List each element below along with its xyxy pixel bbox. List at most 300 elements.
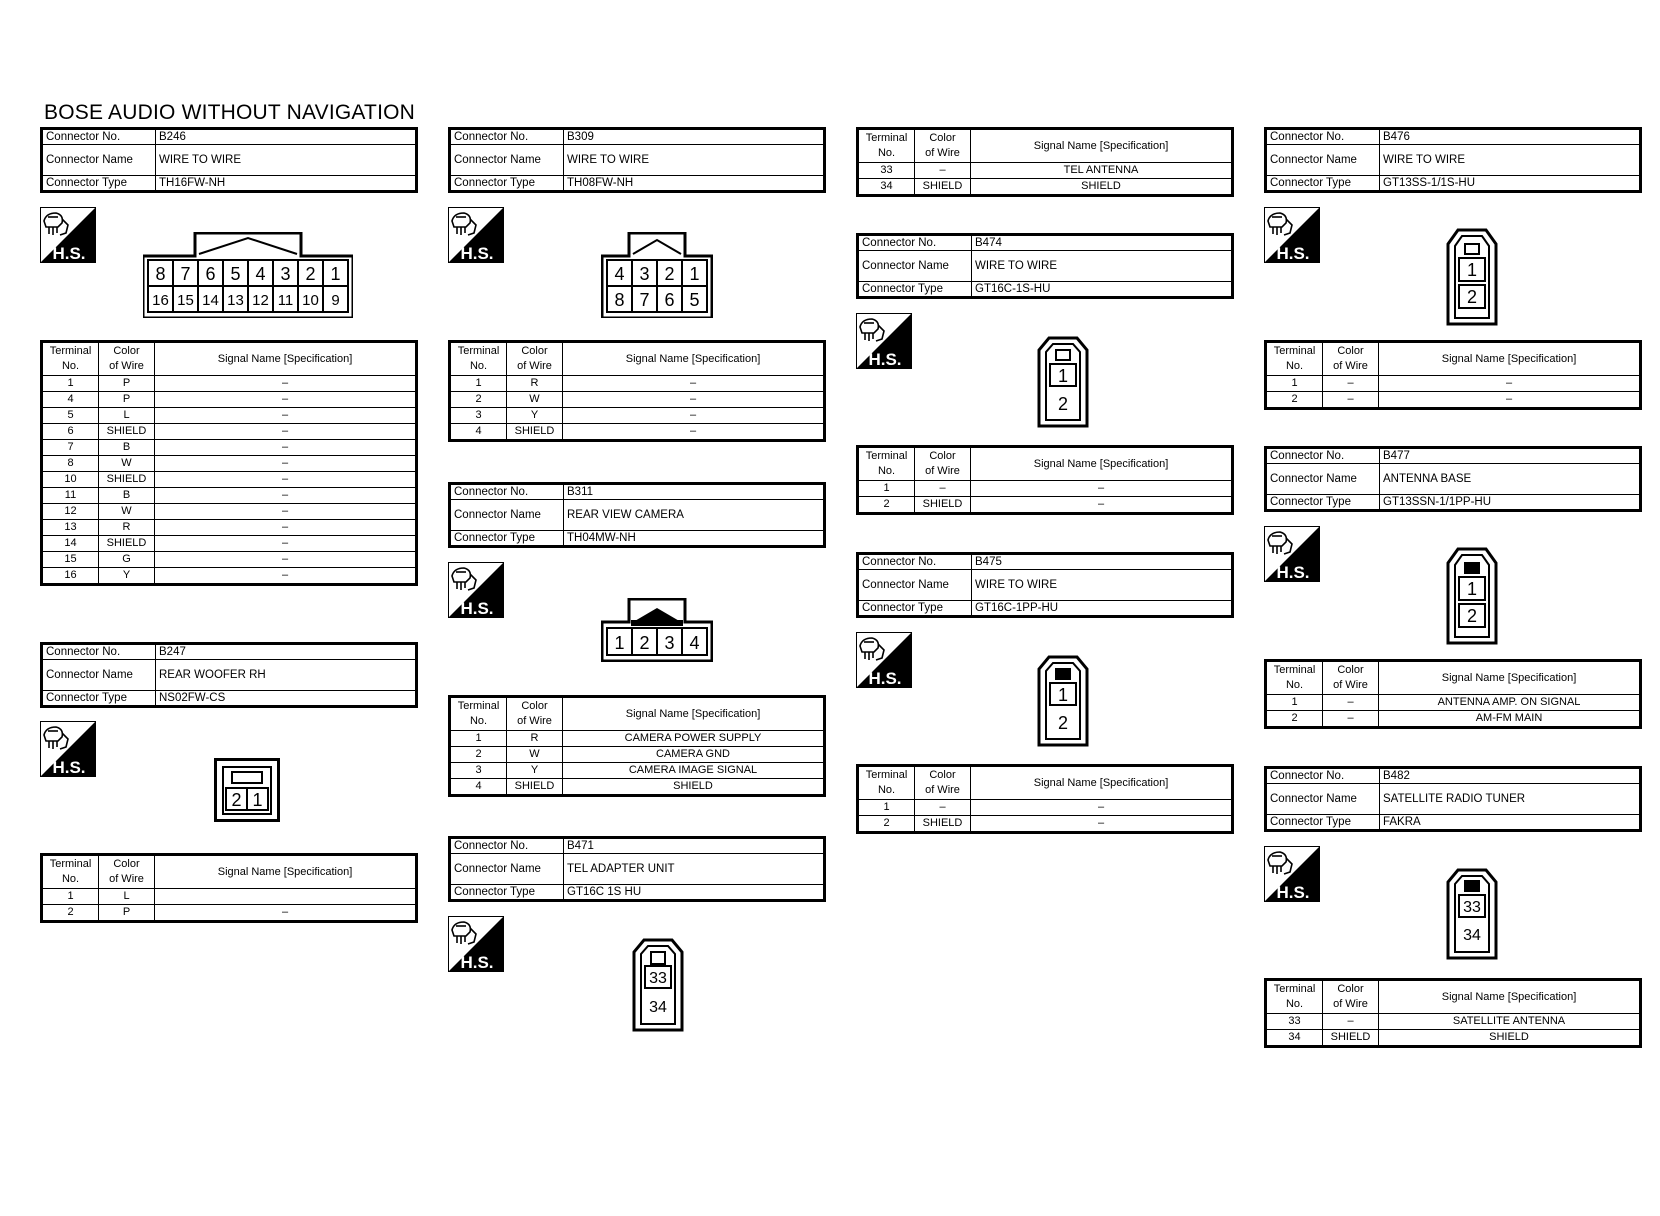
- terminal-table-b482: [1264, 978, 1642, 1048]
- table-row: [42, 408, 417, 424]
- signal-name: –: [155, 504, 417, 520]
- terminal-no: 2: [858, 816, 915, 833]
- table-row: [450, 747, 825, 763]
- signal-name: –: [971, 481, 1233, 497]
- terminal-no: 13: [42, 520, 99, 536]
- table-row: [858, 179, 1233, 196]
- terminal-no: 12: [42, 504, 99, 520]
- connector-diagram-b482: [1446, 868, 1498, 960]
- signal-name: [155, 889, 417, 905]
- terminal-no: 4: [450, 779, 507, 796]
- label-connector-type: Connector Type: [42, 176, 156, 192]
- table-row: [42, 440, 417, 456]
- wire-color: P: [99, 392, 155, 408]
- pin-label: 1: [689, 264, 700, 284]
- signal-name: –: [155, 424, 417, 440]
- signal-name: –: [563, 392, 825, 408]
- table-row: [42, 376, 417, 392]
- signal-name: SHIELD: [1379, 1030, 1641, 1047]
- connector-diagram-b246: [143, 232, 353, 318]
- table-row: [42, 424, 417, 440]
- terminal-no: 14: [42, 536, 99, 552]
- pin-label: 1: [1466, 260, 1478, 280]
- wire-color: –: [915, 481, 971, 497]
- connector-type: GT16C-1S-HU: [972, 282, 1233, 298]
- connector-info-b471: [448, 836, 826, 902]
- terminal-no: 1: [42, 889, 99, 905]
- header-color: Color of Wire: [507, 342, 563, 376]
- header-terminal: Terminal No.: [1266, 342, 1323, 376]
- label-connector-name: Connector Name: [858, 570, 972, 601]
- terminal-table-b471: [856, 127, 1234, 197]
- signal-name: –: [155, 392, 417, 408]
- pin-label: 33: [649, 970, 667, 987]
- label-connector-no: Connector No.: [1266, 129, 1380, 145]
- connector-info-b475: [856, 552, 1234, 618]
- table-row: [858, 497, 1233, 514]
- pin-label: 7: [180, 264, 191, 284]
- terminal-no: 34: [858, 179, 915, 196]
- header-signal: Signal Name [Specification]: [971, 447, 1233, 481]
- signal-name: –: [155, 552, 417, 568]
- terminal-no: 2: [450, 747, 507, 763]
- wire-color: Y: [507, 408, 563, 424]
- table-row: [42, 472, 417, 488]
- wire-color: –: [915, 163, 971, 179]
- table-row: [42, 488, 417, 504]
- label-connector-name: Connector Name: [450, 500, 564, 531]
- header-signal: Signal Name [Specification]: [1379, 661, 1641, 695]
- wire-color: P: [99, 376, 155, 392]
- wire-color: SHIELD: [915, 179, 971, 196]
- table-row: [450, 408, 825, 424]
- connector-info-b311: [448, 482, 826, 548]
- pin-label: 1: [614, 633, 625, 653]
- wire-color: –: [1323, 1014, 1379, 1030]
- wire-color: –: [1323, 711, 1379, 728]
- label-connector-name: Connector Name: [1266, 145, 1380, 176]
- harness-side-icon: [1264, 207, 1320, 263]
- header-signal: Signal Name [Specification]: [971, 766, 1233, 800]
- harness-side-icon: [856, 632, 912, 688]
- harness-side-icon: [1264, 526, 1320, 582]
- label-connector-type: Connector Type: [450, 176, 564, 192]
- wire-color: W: [99, 504, 155, 520]
- terminal-no: 11: [42, 488, 99, 504]
- wire-color: R: [507, 376, 563, 392]
- label-connector-no: Connector No.: [1266, 768, 1380, 784]
- header-terminal: Terminal No.: [450, 697, 507, 731]
- terminal-no: 2: [42, 905, 99, 922]
- pin-label: 2: [1057, 394, 1069, 414]
- connector-diagram-b471: [632, 938, 684, 1032]
- connector-no: B477: [1380, 448, 1641, 464]
- label-connector-type: Connector Type: [1266, 495, 1380, 511]
- connector-name: WIRE TO WIRE: [972, 251, 1233, 282]
- wire-color: B: [99, 440, 155, 456]
- pin-label: 6: [205, 264, 216, 284]
- connector-name: REAR WOOFER RH: [156, 660, 417, 691]
- connector-name: WIRE TO WIRE: [1380, 145, 1641, 176]
- table-row: [858, 800, 1233, 816]
- terminal-no: 15: [42, 552, 99, 568]
- terminal-no: 34: [1266, 1030, 1323, 1047]
- wire-color: SHIELD: [915, 497, 971, 514]
- pin-label: 2: [639, 633, 650, 653]
- terminal-no: 10: [42, 472, 99, 488]
- label-connector-no: Connector No.: [450, 129, 564, 145]
- signal-name: –: [155, 568, 417, 585]
- connector-no: B309: [564, 129, 825, 145]
- pin-label: 7: [639, 290, 650, 310]
- pin-label: 4: [689, 633, 700, 653]
- wire-color: –: [1323, 392, 1379, 409]
- signal-name: –: [155, 376, 417, 392]
- signal-name: CAMERA IMAGE SIGNAL: [563, 763, 825, 779]
- connector-info-b474: [856, 233, 1234, 299]
- table-row: [42, 568, 417, 585]
- header-color: Color of Wire: [99, 855, 155, 889]
- wire-color: R: [507, 731, 563, 747]
- table-row: [450, 392, 825, 408]
- wire-color: P: [99, 905, 155, 922]
- table-row: [450, 424, 825, 441]
- connector-type: GT16C 1S HU: [564, 885, 825, 901]
- pin-label: 1: [1057, 366, 1069, 386]
- signal-name: –: [971, 497, 1233, 514]
- pin-label: 33: [1463, 899, 1481, 916]
- terminal-table-b311: [448, 695, 826, 797]
- pin-label: 5: [230, 264, 241, 284]
- connector-name: REAR VIEW CAMERA: [564, 500, 825, 531]
- header-color: Color of Wire: [915, 766, 971, 800]
- header-color: Color of Wire: [507, 697, 563, 731]
- terminal-no: 3: [450, 408, 507, 424]
- pin-label: 2: [231, 790, 242, 810]
- pin-label: 3: [664, 633, 675, 653]
- header-signal: Signal Name [Specification]: [971, 129, 1233, 163]
- connector-name: ANTENNA BASE: [1380, 464, 1641, 495]
- pin-label: 4: [255, 264, 266, 284]
- connector-info-b309: [448, 127, 826, 193]
- label-connector-no: Connector No.: [42, 644, 156, 660]
- header-color: Color of Wire: [99, 342, 155, 376]
- signal-name: TEL ANTENNA: [971, 163, 1233, 179]
- terminal-no: 1: [450, 731, 507, 747]
- signal-name: SHIELD: [563, 779, 825, 796]
- signal-name: –: [563, 424, 825, 441]
- wire-color: –: [915, 800, 971, 816]
- label-connector-name: Connector Name: [42, 145, 156, 176]
- table-row: [858, 816, 1233, 833]
- pin-label: 9: [331, 292, 340, 309]
- table-row: [1266, 392, 1641, 409]
- terminal-table-b474: [856, 445, 1234, 515]
- header-color: Color of Wire: [915, 129, 971, 163]
- header-signal: Signal Name [Specification]: [1379, 980, 1641, 1014]
- wire-color: W: [507, 392, 563, 408]
- signal-name: –: [155, 472, 417, 488]
- signal-name: –: [563, 408, 825, 424]
- connector-type: NS02FW-CS: [156, 691, 417, 707]
- label-connector-type: Connector Type: [1266, 176, 1380, 192]
- wire-color: SHIELD: [99, 536, 155, 552]
- terminal-no: 1: [858, 800, 915, 816]
- terminal-no: 2: [858, 497, 915, 514]
- connector-diagram-b311: [601, 598, 713, 662]
- pin-label: 14: [202, 292, 219, 309]
- pin-label: 1: [1057, 685, 1069, 705]
- label-connector-type: Connector Type: [1266, 815, 1380, 831]
- connector-no: B476: [1380, 129, 1641, 145]
- connector-type: GT13SS-1/1S-HU: [1380, 176, 1641, 192]
- terminal-no: 4: [450, 424, 507, 441]
- label-connector-no: Connector No.: [858, 235, 972, 251]
- table-row: [858, 163, 1233, 179]
- connector-info-b246: [40, 127, 418, 193]
- terminal-no: 1: [42, 376, 99, 392]
- label-connector-name: Connector Name: [858, 251, 972, 282]
- header-terminal: Terminal No.: [42, 855, 99, 889]
- harness-side-icon: [448, 207, 504, 263]
- header-color: Color of Wire: [1323, 980, 1379, 1014]
- terminal-no: 2: [1266, 392, 1323, 409]
- signal-name: CAMERA GND: [563, 747, 825, 763]
- label-connector-no: Connector No.: [450, 484, 564, 500]
- table-row: [1266, 1014, 1641, 1030]
- wire-color: G: [99, 552, 155, 568]
- label-connector-no: Connector No.: [450, 838, 564, 854]
- header-terminal: Terminal No.: [858, 447, 915, 481]
- pin-label: 8: [614, 290, 625, 310]
- wire-color: L: [99, 408, 155, 424]
- wire-color: –: [1323, 376, 1379, 392]
- label-connector-name: Connector Name: [450, 854, 564, 885]
- signal-name: –: [155, 536, 417, 552]
- table-row: [42, 456, 417, 472]
- pin-label: 2: [1466, 606, 1478, 626]
- connector-diagram-b474: [1037, 336, 1089, 428]
- terminal-no: 33: [858, 163, 915, 179]
- wire-color: Y: [99, 568, 155, 585]
- header-terminal: Terminal No.: [1266, 980, 1323, 1014]
- pin-label: 1: [330, 264, 341, 284]
- terminal-no: 33: [1266, 1014, 1323, 1030]
- pin-label: 2: [664, 264, 675, 284]
- wire-color: B: [99, 488, 155, 504]
- connector-type: TH04MW-NH: [564, 531, 825, 547]
- table-row: [1266, 1030, 1641, 1047]
- connector-name: TEL ADAPTER UNIT: [564, 854, 825, 885]
- signal-name: –: [971, 816, 1233, 833]
- wire-color: W: [507, 747, 563, 763]
- label-connector-name: Connector Name: [450, 145, 564, 176]
- wire-color: SHIELD: [99, 472, 155, 488]
- pin-label: 1: [252, 790, 263, 810]
- signal-name: ANTENNA AMP. ON SIGNAL: [1379, 695, 1641, 711]
- pin-label: 15: [177, 292, 194, 309]
- connector-type: FAKRA: [1380, 815, 1641, 831]
- wire-color: –: [1323, 695, 1379, 711]
- connector-type: TH08FW-NH: [564, 176, 825, 192]
- table-row: [1266, 695, 1641, 711]
- header-terminal: Terminal No.: [858, 766, 915, 800]
- header-signal: Signal Name [Specification]: [155, 342, 417, 376]
- pin-label: 10: [302, 292, 319, 309]
- connector-info-b482: [1264, 766, 1642, 832]
- terminal-table-b477: [1264, 659, 1642, 729]
- label-connector-type: Connector Type: [450, 531, 564, 547]
- terminal-table-b246: [40, 340, 418, 586]
- label-connector-no: Connector No.: [858, 554, 972, 570]
- pin-label: 4: [614, 264, 625, 284]
- table-row: [450, 731, 825, 747]
- signal-name: CAMERA POWER SUPPLY: [563, 731, 825, 747]
- wire-color: SHIELD: [99, 424, 155, 440]
- wire-color: SHIELD: [507, 424, 563, 441]
- header-signal: Signal Name [Specification]: [155, 855, 417, 889]
- pin-label: 2: [305, 264, 316, 284]
- pin-label: 2: [1057, 713, 1069, 733]
- signal-name: –: [563, 376, 825, 392]
- table-row: [42, 552, 417, 568]
- terminal-no: 6: [42, 424, 99, 440]
- terminal-no: 5: [42, 408, 99, 424]
- signal-name: SATELLITE ANTENNA: [1379, 1014, 1641, 1030]
- terminal-no: 7: [42, 440, 99, 456]
- connector-diagram-b247: [214, 758, 280, 822]
- pin-label: 3: [280, 264, 291, 284]
- signal-name: –: [1379, 376, 1641, 392]
- connector-no: B482: [1380, 768, 1641, 784]
- terminal-no: 4: [42, 392, 99, 408]
- pin-label: 8: [155, 264, 166, 284]
- table-row: [42, 889, 417, 905]
- harness-side-icon: [1264, 846, 1320, 902]
- terminal-table-b476: [1264, 340, 1642, 410]
- wire-color: SHIELD: [507, 779, 563, 796]
- terminal-table-b475: [856, 764, 1234, 834]
- harness-side-icon: [448, 562, 504, 618]
- connector-no: B475: [972, 554, 1233, 570]
- table-row: [1266, 376, 1641, 392]
- terminal-no: 1: [1266, 376, 1323, 392]
- signal-name: –: [155, 905, 417, 922]
- label-connector-type: Connector Type: [858, 282, 972, 298]
- table-row: [42, 504, 417, 520]
- table-row: [42, 536, 417, 552]
- signal-name: AM-FM MAIN: [1379, 711, 1641, 728]
- terminal-table-b247: [40, 853, 418, 923]
- connector-no: B246: [156, 129, 417, 145]
- label-connector-name: Connector Name: [1266, 784, 1380, 815]
- signal-name: –: [155, 456, 417, 472]
- signal-name: –: [1379, 392, 1641, 409]
- connector-name: SATELLITE RADIO TUNER: [1380, 784, 1641, 815]
- pin-label: 3: [639, 264, 650, 284]
- terminal-no: 2: [1266, 711, 1323, 728]
- pin-label: 13: [227, 292, 244, 309]
- terminal-no: 1: [858, 481, 915, 497]
- terminal-no: 1: [1266, 695, 1323, 711]
- label-connector-no: Connector No.: [1266, 448, 1380, 464]
- table-row: [42, 905, 417, 922]
- label-connector-type: Connector Type: [858, 601, 972, 617]
- header-terminal: Terminal No.: [1266, 661, 1323, 695]
- connector-no: B474: [972, 235, 1233, 251]
- pin-label: 6: [664, 290, 675, 310]
- header-signal: Signal Name [Specification]: [563, 342, 825, 376]
- connector-diagram-b309: [601, 232, 713, 318]
- header-signal: Signal Name [Specification]: [1379, 342, 1641, 376]
- header-terminal: Terminal No.: [42, 342, 99, 376]
- harness-side-icon: [40, 207, 96, 263]
- header-color: Color of Wire: [1323, 342, 1379, 376]
- terminal-table-b309: [448, 340, 826, 442]
- label-connector-name: Connector Name: [1266, 464, 1380, 495]
- wire-color: R: [99, 520, 155, 536]
- pin-label: 1: [1466, 579, 1478, 599]
- signal-name: –: [155, 488, 417, 504]
- table-row: [450, 779, 825, 796]
- pin-label: 2: [1466, 287, 1478, 307]
- connector-no: B311: [564, 484, 825, 500]
- signal-name: –: [971, 800, 1233, 816]
- terminal-no: 1: [450, 376, 507, 392]
- signal-name: –: [155, 440, 417, 456]
- wire-color: SHIELD: [915, 816, 971, 833]
- connector-diagram-b477: [1446, 547, 1498, 645]
- label-connector-name: Connector Name: [42, 660, 156, 691]
- connector-info-b247: [40, 642, 418, 708]
- connector-type: GT13SSN-1/1PP-HU: [1380, 495, 1641, 511]
- pin-label: 34: [649, 999, 667, 1016]
- wire-color: SHIELD: [1323, 1030, 1379, 1047]
- connector-no: B471: [564, 838, 825, 854]
- pin-label: 16: [152, 292, 169, 309]
- label-connector-type: Connector Type: [450, 885, 564, 901]
- wire-color: W: [99, 456, 155, 472]
- table-row: [1266, 711, 1641, 728]
- terminal-no: 8: [42, 456, 99, 472]
- signal-name: –: [155, 408, 417, 424]
- pin-label: 5: [689, 290, 700, 310]
- signal-name: SHIELD: [971, 179, 1233, 196]
- connector-diagram-b476: [1446, 228, 1498, 326]
- header-terminal: Terminal No.: [858, 129, 915, 163]
- connector-name: WIRE TO WIRE: [972, 570, 1233, 601]
- connector-diagram-b475: [1037, 655, 1089, 747]
- table-row: [858, 481, 1233, 497]
- table-row: [42, 520, 417, 536]
- harness-side-icon: [448, 916, 504, 972]
- terminal-no: 2: [450, 392, 507, 408]
- header-signal: Signal Name [Specification]: [563, 697, 825, 731]
- header-color: Color of Wire: [1323, 661, 1379, 695]
- terminal-no: 16: [42, 568, 99, 585]
- table-row: [450, 376, 825, 392]
- pin-label: 12: [252, 292, 269, 309]
- page-title: BOSE AUDIO WITHOUT NAVIGATION: [44, 101, 416, 124]
- harness-side-icon: [40, 721, 96, 777]
- connector-info-b476: [1264, 127, 1642, 193]
- label-connector-no: Connector No.: [42, 129, 156, 145]
- label-connector-type: Connector Type: [42, 691, 156, 707]
- table-row: [42, 392, 417, 408]
- header-terminal: Terminal No.: [450, 342, 507, 376]
- signal-name: –: [155, 520, 417, 536]
- wire-color: L: [99, 889, 155, 905]
